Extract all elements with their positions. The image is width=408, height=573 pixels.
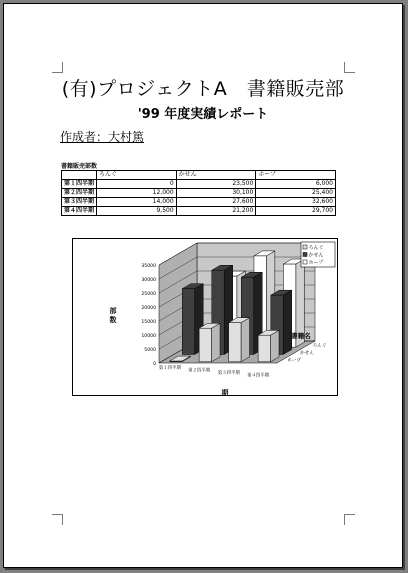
legend-swatch xyxy=(303,260,307,264)
table-cell: 21,200 xyxy=(176,207,256,216)
table-header-cell: ホープ xyxy=(256,171,336,180)
y-axis-title: 部 xyxy=(109,307,117,315)
crop-mark-bottom-right xyxy=(344,514,355,525)
document-page xyxy=(3,3,403,568)
legend-label: ホープ xyxy=(308,260,324,266)
crop-mark-top-left xyxy=(52,62,63,73)
legend-label: ろんぐ xyxy=(308,245,324,251)
x-tick-label: 第２四半期 xyxy=(188,368,211,374)
table-cell: 30,100 xyxy=(176,189,256,198)
table-cell: 23,500 xyxy=(176,180,256,189)
y-tick-label: 15000 xyxy=(141,320,156,325)
crop-mark-top-right xyxy=(344,62,355,73)
table-header-cell: かせん xyxy=(176,171,256,180)
table-cell: 32,600 xyxy=(256,198,336,207)
chart-bar xyxy=(182,289,194,355)
table-cell: 27,600 xyxy=(176,198,256,207)
table-cell: 25,400 xyxy=(256,189,336,198)
author-line: 作成者：大村篤 xyxy=(60,130,145,144)
y-tick-label: 30000 xyxy=(141,278,156,283)
row-label: 第４四半期 xyxy=(62,207,97,216)
document-subtitle: '99 年度実績レポート xyxy=(137,107,269,122)
y-tick-label: 20000 xyxy=(141,306,156,311)
table-cell: 0 xyxy=(97,180,177,189)
row-label: 第３四半期 xyxy=(62,198,97,207)
x-tick-label: 第１四半期 xyxy=(158,366,181,371)
table-cell: 29,700 xyxy=(256,207,336,216)
table-cell: 6,000 xyxy=(256,180,336,189)
row-label: 第１四半期 xyxy=(62,180,97,189)
z-tick-label: ホープ xyxy=(287,358,301,364)
z-axis-title: 書籍名 xyxy=(291,332,311,340)
chart-bar xyxy=(229,323,241,362)
crop-mark-bottom-left xyxy=(52,514,63,525)
table-header-row xyxy=(62,171,336,180)
table-cell: 14,000 xyxy=(97,198,177,207)
chart-bar xyxy=(199,328,211,362)
z-tick-label: かせん xyxy=(300,351,314,356)
chart-bar-side xyxy=(241,318,250,362)
z-tick-label: ろんぐ xyxy=(312,343,327,349)
y-tick-label: 25000 xyxy=(141,292,156,297)
chart-bar-side xyxy=(271,330,280,362)
chart-bar-side xyxy=(212,323,221,362)
chart-frame xyxy=(72,238,338,396)
sales-table xyxy=(61,170,336,216)
legend-swatch xyxy=(303,245,307,249)
x-axis-title: 期 xyxy=(221,389,229,395)
table-header-cell xyxy=(62,171,97,180)
table-caption: 書籍販売部数 xyxy=(61,163,98,170)
table-row xyxy=(62,189,336,198)
table-row xyxy=(62,207,336,216)
chart-3d-column xyxy=(73,239,337,395)
document-title: (有)プロジェクトA 書籍販売部 xyxy=(61,78,345,100)
y-tick-label: 10000 xyxy=(141,334,156,339)
y-tick-label: 5000 xyxy=(144,348,156,353)
y-axis-title: 数 xyxy=(109,316,117,324)
legend-label: かせん xyxy=(308,252,324,259)
chart-bar xyxy=(258,335,270,362)
table-cell: 12,000 xyxy=(97,189,177,198)
x-tick-label: 第４四半期 xyxy=(247,373,270,379)
legend-swatch xyxy=(303,253,307,257)
y-tick-label: 35000 xyxy=(141,264,156,269)
table-row xyxy=(62,198,336,207)
y-tick-label: 0 xyxy=(153,362,156,367)
chart-bar-side xyxy=(283,290,292,354)
table-cell: 9,500 xyxy=(97,207,177,216)
table-row xyxy=(62,180,336,189)
table-header-cell: ろんぐ xyxy=(97,171,177,180)
row-label: 第２四半期 xyxy=(62,189,97,198)
x-tick-label: 第３四半期 xyxy=(217,371,240,376)
